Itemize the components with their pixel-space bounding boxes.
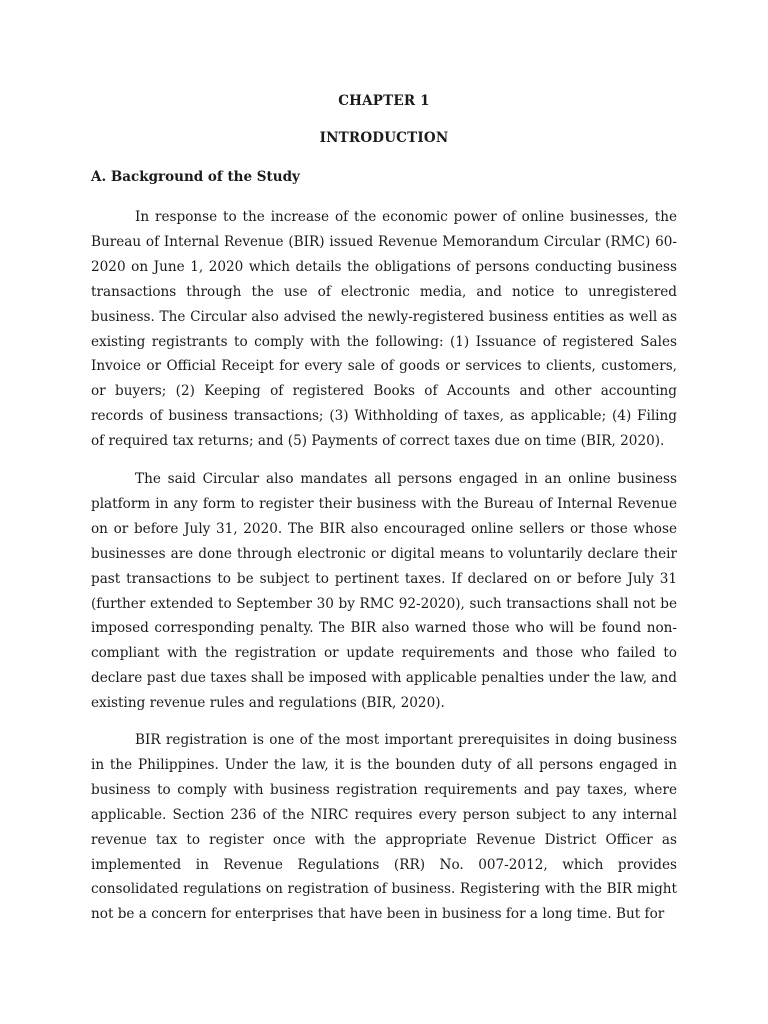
- paragraph-1: [91, 205, 677, 454]
- chapter-title: INTRODUCTION: [319, 130, 449, 146]
- paragraph-2: [91, 467, 677, 716]
- section-heading: A. Background of the Study: [91, 169, 300, 185]
- paragraph-3-text: BIR registration is one of the most important prerequisites in doing business in the Philippines. Under the law, it is the bounden duty of all persons engaged in business to comply with business registration requirements and pay taxes, where applicable. Section 236 of the NIRC requires every person subject to any internal revenue tax to register once with the appropriate Revenue District Officer as implemented in Revenue Regulations (RR) No. 007-2012, which provides consolidated regulations on registration of business. Registering with the BIR might not be a concern for enterprises that have been in business for a long time. But for: [91, 732, 677, 923]
- paragraph-1-text: In response to the increase of the economic power of online businesses, the Bureau of Internal Revenue (BIR) issued Revenue Memorandum Circular (RMC) 60-2020 on June 1, 2020 which details the obligations of persons conducting business transactions through the use of electronic media, and notice to unregistered business. The Circular also advised the newly-registered business entities as well as existing registrants to comply with the following: (1) Issuance of registered Sales Invoice or Official Receipt for every sale of goods or services to clients, customers, or buyers; (2) Keeping of registered Books of Accounts and other accounting records of business transactions; (3) Withholding of taxes, as applicable; (4) Filing of required tax returns; and (5) Payments of correct taxes due on time (BIR, 2020).: [91, 209, 677, 450]
- paragraph-2-text: The said Circular also mandates all persons engaged in an online business platform in any form to register their business with the Bureau of Internal Revenue on or before July 31, 2020. The BIR also encouraged online sellers or those whose businesses are done through electronic or digital means to voluntarily declare their past transactions to be subject to pertinent taxes. If declared on or before July 31 (further extended to September 30 by RMC 92-2020), such transactions shall not be imposed corresponding penalty. The BIR also warned those who will be found non-compliant with the registration or update requirements and those who failed to declare past due taxes shall be imposed with applicable penalties under the law, and existing revenue rules and regulations (BIR, 2020).: [91, 471, 677, 712]
- paragraph-3: [91, 728, 677, 927]
- chapter-label: CHAPTER 1: [338, 93, 430, 109]
